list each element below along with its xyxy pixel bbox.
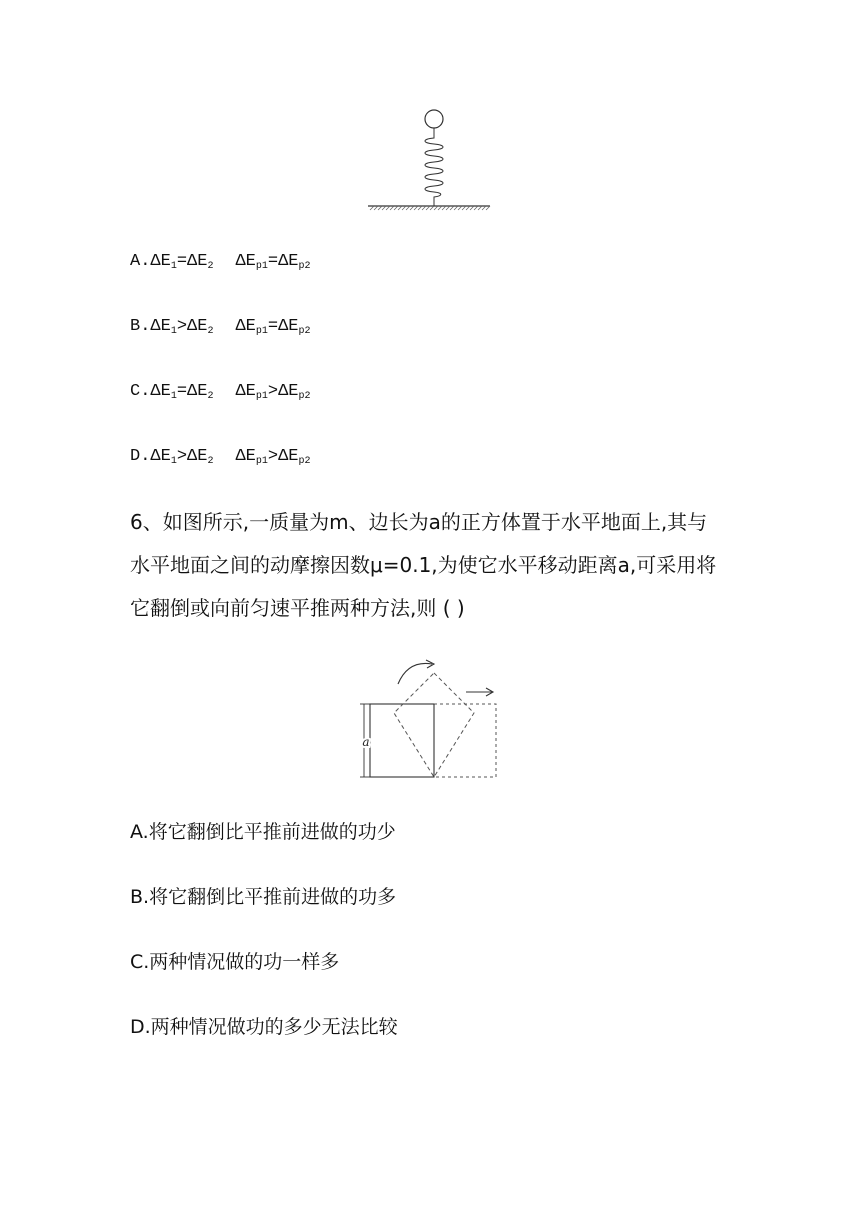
sub: p2 <box>298 326 311 337</box>
question-6-line-2: 水平地面之间的动摩擦因数μ=0.1,为使它水平移动距离a,可采用将 <box>130 553 717 577</box>
cube-square <box>370 704 434 777</box>
sub: p1 <box>255 261 268 272</box>
option-letter: B. <box>130 317 151 336</box>
choice-d: D.两种情况做功的多少无法比较 <box>130 1016 398 1038</box>
option-d <box>130 447 311 472</box>
relation: = <box>176 252 188 271</box>
delta-ep1: ΔE <box>235 382 256 401</box>
option-c <box>130 382 311 407</box>
delta-ep2: ΔE <box>278 382 299 401</box>
choice-c: C.两种情况做的功一样多 <box>130 951 340 973</box>
delta-e2: ΔE <box>187 447 208 466</box>
choice-b: B.将它翻倒比平推前进做的功多 <box>130 886 397 908</box>
delta-e2: ΔE <box>187 382 208 401</box>
delta-e1: ΔE <box>150 382 171 401</box>
rotation-arrow <box>398 663 432 684</box>
question-6-line-1: 6、如图所示,一质量为m、边长为a的正方体置于水平地面上,其与 <box>130 510 708 534</box>
sub: p2 <box>298 391 311 402</box>
delta-e2: ΔE <box>187 252 208 271</box>
option-letter: C. <box>130 382 151 401</box>
sub: p2 <box>298 456 311 467</box>
sub: 1 <box>170 456 177 467</box>
side-label: a <box>362 735 370 749</box>
spring <box>425 128 443 206</box>
delta-ep1: ΔE <box>235 252 256 271</box>
delta-ep2: ΔE <box>278 317 299 336</box>
relation: > <box>267 382 279 401</box>
delta-e1: ΔE <box>150 252 171 271</box>
sub: 2 <box>207 261 214 272</box>
delta-ep2: ΔE <box>278 252 299 271</box>
delta-e2: ΔE <box>187 317 208 336</box>
option-letter: D. <box>130 447 151 466</box>
sub: 1 <box>170 391 177 402</box>
relation: > <box>176 317 188 336</box>
option-a <box>130 252 311 277</box>
ground-hatch <box>370 206 490 210</box>
sub: p1 <box>255 456 268 467</box>
sub: 1 <box>170 326 177 337</box>
sub: 2 <box>207 326 214 337</box>
delta-ep1: ΔE <box>235 317 256 336</box>
sub: p1 <box>255 391 268 402</box>
relation: = <box>176 382 188 401</box>
sub: p1 <box>255 326 268 337</box>
relation: > <box>267 447 279 466</box>
delta-ep1: ΔE <box>235 447 256 466</box>
sub: 1 <box>170 261 177 272</box>
delta-ep2: ΔE <box>278 447 299 466</box>
spring-ball-figure <box>364 102 494 214</box>
question-6-line-3: 它翻倒或向前匀速平推两种方法,则 ( ) <box>130 596 465 620</box>
delta-e1: ΔE <box>150 447 171 466</box>
delta-e1: ΔE <box>150 317 171 336</box>
sub: 2 <box>207 391 214 402</box>
choice-a: A.将它翻倒比平推前进做的功少 <box>130 821 396 843</box>
option-letter: A. <box>130 252 151 271</box>
ball <box>425 110 443 128</box>
cube-tipping-figure <box>356 656 508 784</box>
sub: 2 <box>207 456 214 467</box>
relation: > <box>176 447 188 466</box>
shifted-square <box>434 704 496 777</box>
option-b <box>130 317 311 342</box>
sub: p2 <box>298 261 311 272</box>
relation: = <box>267 317 279 336</box>
relation: = <box>267 252 279 271</box>
